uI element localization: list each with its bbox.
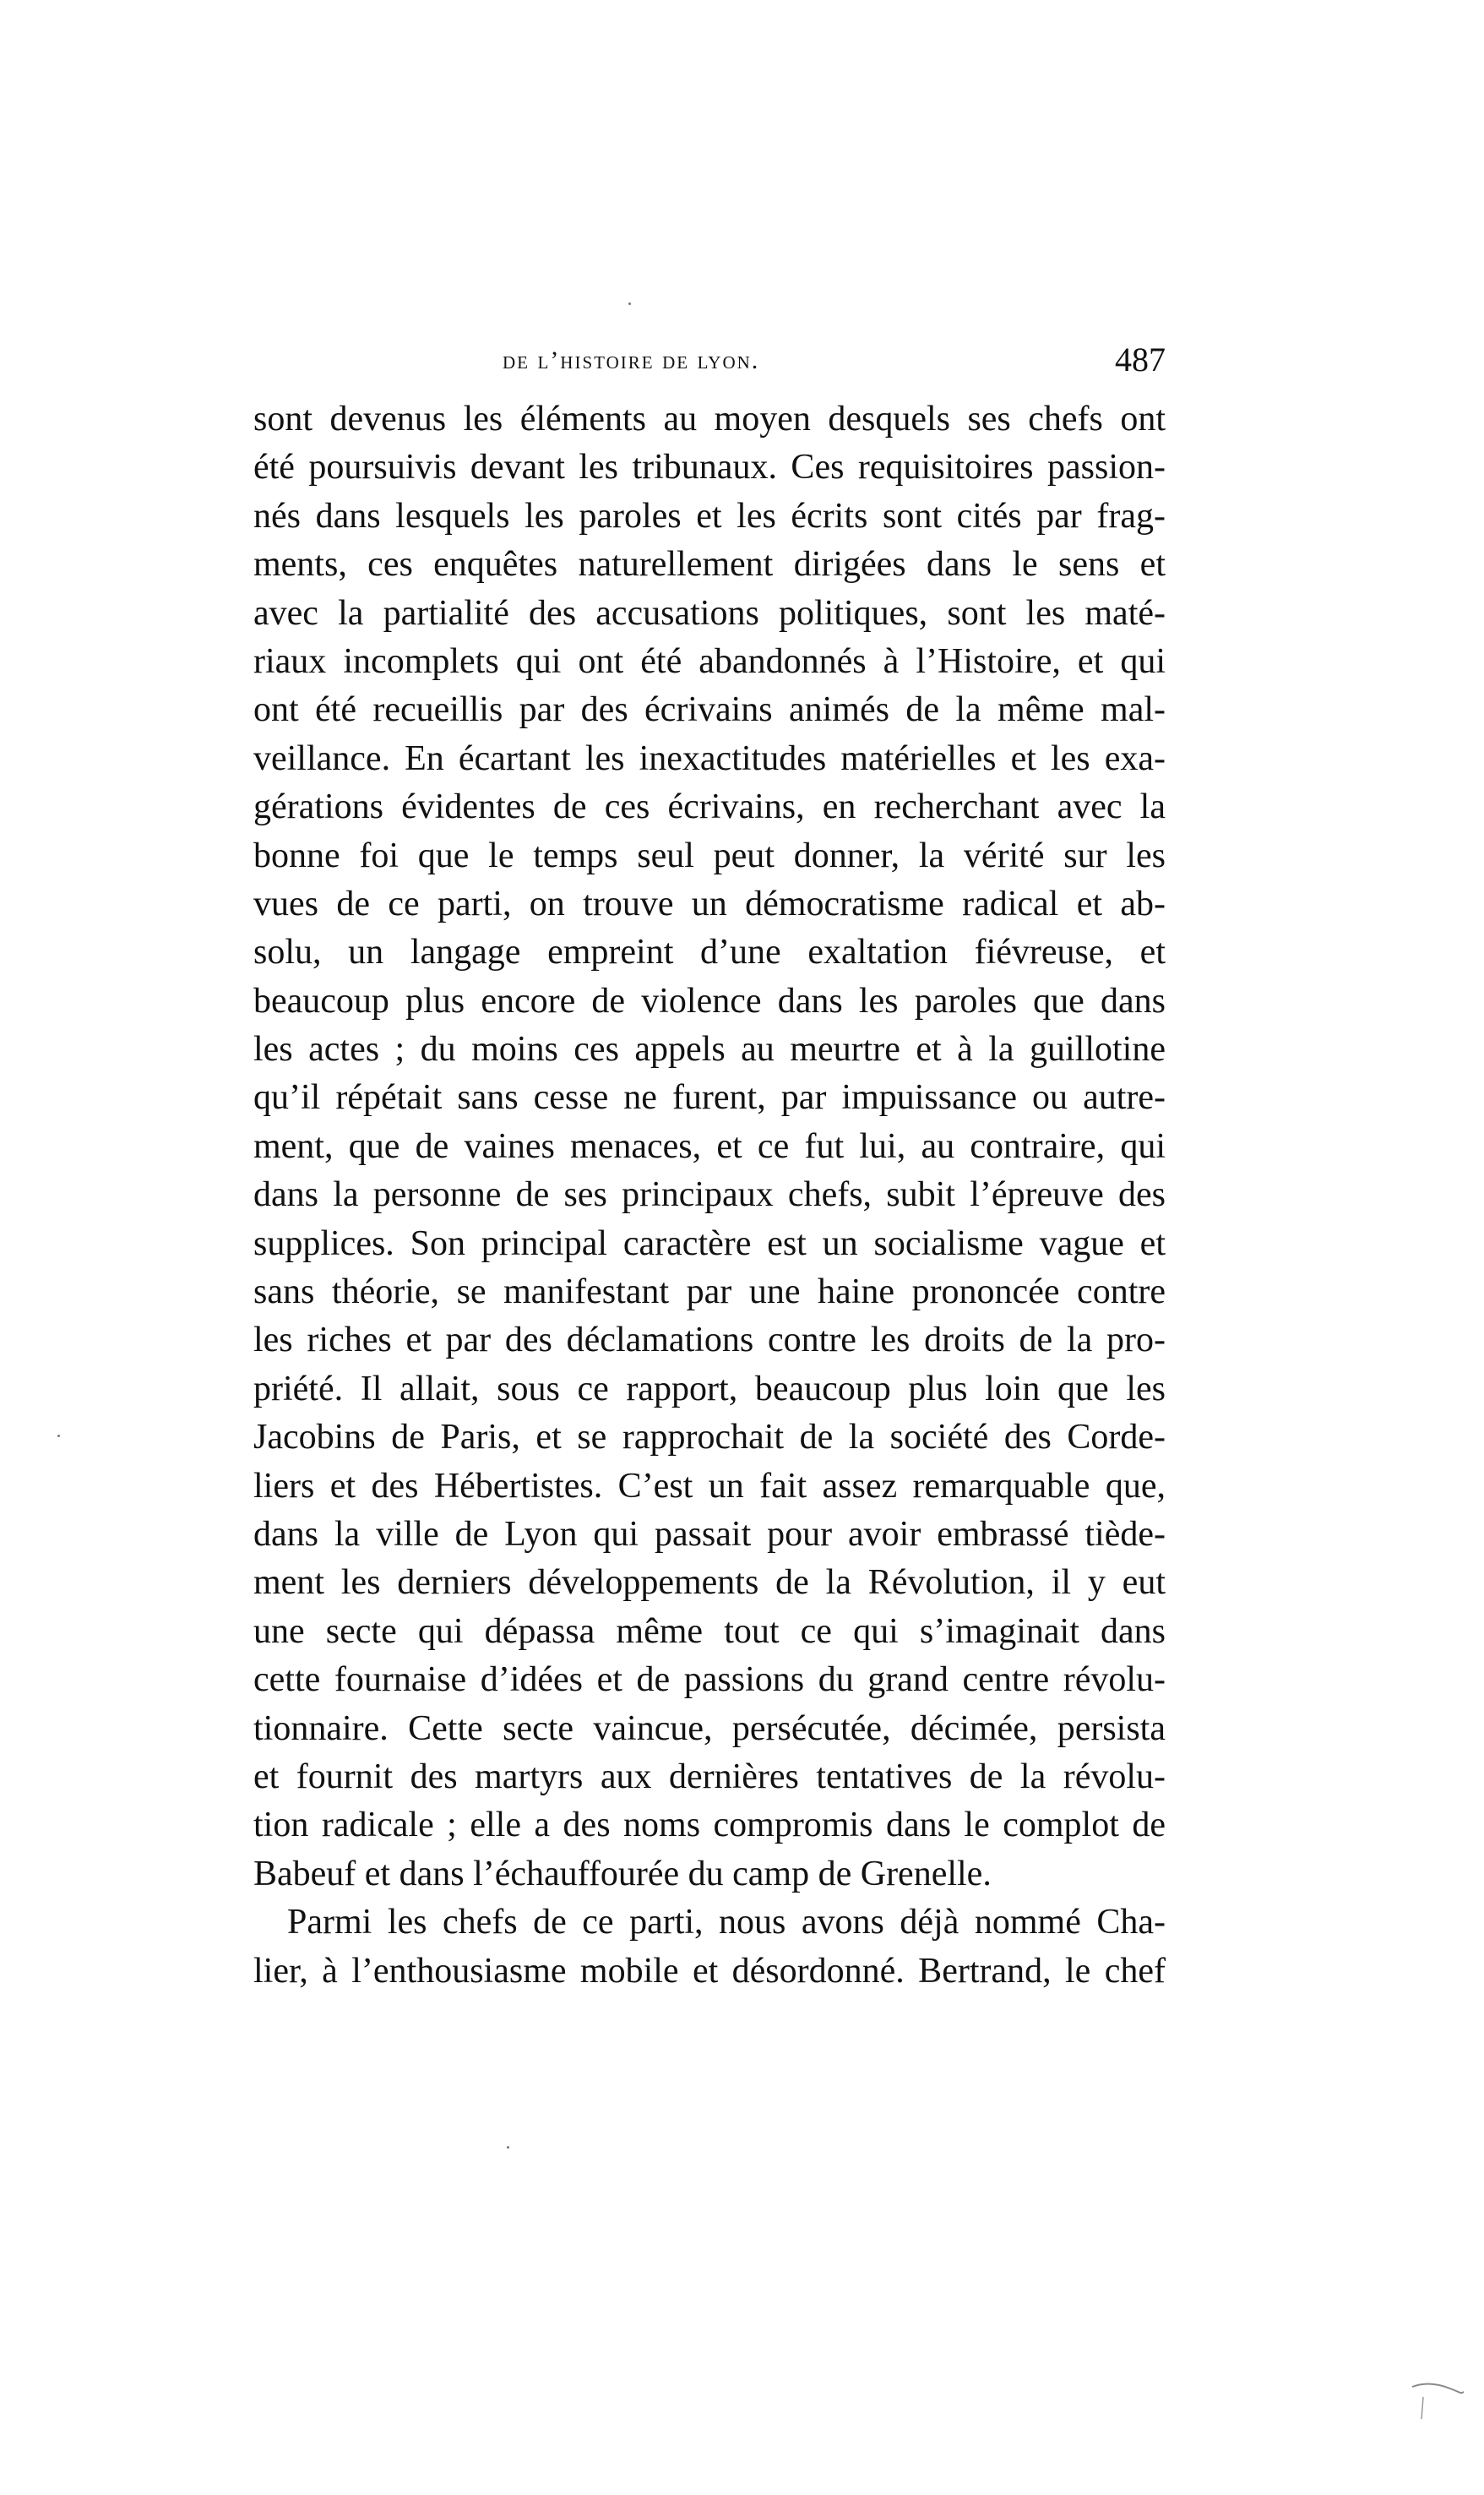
text-line: ment les derniers développements de la Révolution, il y eut — [253, 1563, 1166, 1603]
text-line: solu, un langage empreint d’une exaltation fiévreuse, et — [253, 933, 1166, 972]
text-line: riaux incomplets qui ont été abandonnés à l’Histoire, et qui — [253, 641, 1166, 681]
text-line: les actes ; du moins ces appels au meurtre et à la guillotine — [253, 1030, 1166, 1070]
paper-speck — [507, 2146, 509, 2149]
text-line: tion radicale ; elle a des noms compromis dans le complot de — [253, 1806, 1166, 1845]
text-line: beaucoup plus encore de violence dans les paroles que dans — [253, 981, 1166, 1021]
text-line: Parmi les chefs de ce parti, nous avons déjà nommé Cha- — [287, 1903, 1166, 1942]
text-line: liers et des Hébertistes. C’est un fait assez remarquable que, — [253, 1466, 1166, 1506]
text-line: gérations évidentes de ces écrivains, en recherchant avec la — [253, 787, 1166, 827]
text-line: Babeuf et dans l’échauffourée du camp de Grenelle. — [253, 1854, 992, 1893]
text-line: sont devenus les éléments au moyen desquels ses chefs ont — [253, 400, 1166, 439]
text-line: lier, à l’enthousiasme mobile et désordonné. Bertrand, le chef — [253, 1951, 1166, 1991]
text-line: une secte qui dépassa même tout ce qui s’imaginait dans — [253, 1611, 1166, 1651]
margin-ink-mark — [1408, 2377, 1467, 2427]
paper-speck — [57, 1435, 60, 1437]
paper-speck — [628, 302, 631, 305]
text-line: avec la partialité des accusations politiques, sont les maté- — [253, 593, 1166, 633]
text-line: été poursuivis devant les tribunaux. Ces requisitoires passion- — [253, 448, 1166, 488]
text-line: dans la ville de Lyon qui passait pour avoir embrassé tiède- — [253, 1514, 1166, 1554]
text-line: qu’il répétait sans cesse ne furent, par impuissance ou autre- — [253, 1078, 1166, 1118]
text-line: bonne foi que le temps seul peut donner, la vérité sur les — [253, 836, 1166, 875]
text-line: vues de ce parti, on trouve un démocratisme radical et ab- — [253, 884, 1166, 923]
text-line: dans la personne de ses principaux chefs, subit l’épreuve des — [253, 1175, 1166, 1215]
page-number: 487 — [1115, 340, 1166, 379]
text-line: et fournit des martyrs aux dernières tentatives de la révolu- — [253, 1757, 1166, 1796]
text-line: les riches et par des déclamations contre les droits de la pro- — [253, 1321, 1166, 1360]
text-line: ont été recueillis par des écrivains animés de la même mal- — [253, 690, 1166, 730]
text-line: cette fournaise d’idées et de passions du grand centre révolu- — [253, 1660, 1166, 1700]
body-text — [253, 395, 1166, 1996]
text-line: ments, ces enquêtes naturellement dirigées dans le sens et — [253, 545, 1166, 585]
paragraph-1 — [253, 395, 1166, 1898]
text-line: ment, que de vaines menaces, et ce fut lui, au contraire, qui — [253, 1126, 1166, 1166]
text-line: Jacobins de Paris, et se rapprochait de la société des Corde- — [253, 1418, 1166, 1457]
paragraph-2 — [253, 1898, 1166, 1996]
text-line: veillance. En écartant les inexactitudes matérielles et les exa- — [253, 738, 1166, 778]
text-line: sans théorie, se manifestant par une haine prononcée contre — [253, 1272, 1166, 1312]
running-title: de l’histoire de lyon. — [503, 346, 760, 374]
running-head — [253, 340, 1166, 387]
text-line: priété. Il allait, sous ce rapport, beaucoup plus loin que les — [253, 1369, 1166, 1408]
text-line: nés dans lesquels les paroles et les écrits sont cités par frag- — [253, 496, 1166, 536]
text-line: supplices. Son principal caractère est un socialisme vague et — [253, 1223, 1166, 1263]
text-line: tionnaire. Cette secte vaincue, persécutée, décimée, persista — [253, 1708, 1166, 1748]
